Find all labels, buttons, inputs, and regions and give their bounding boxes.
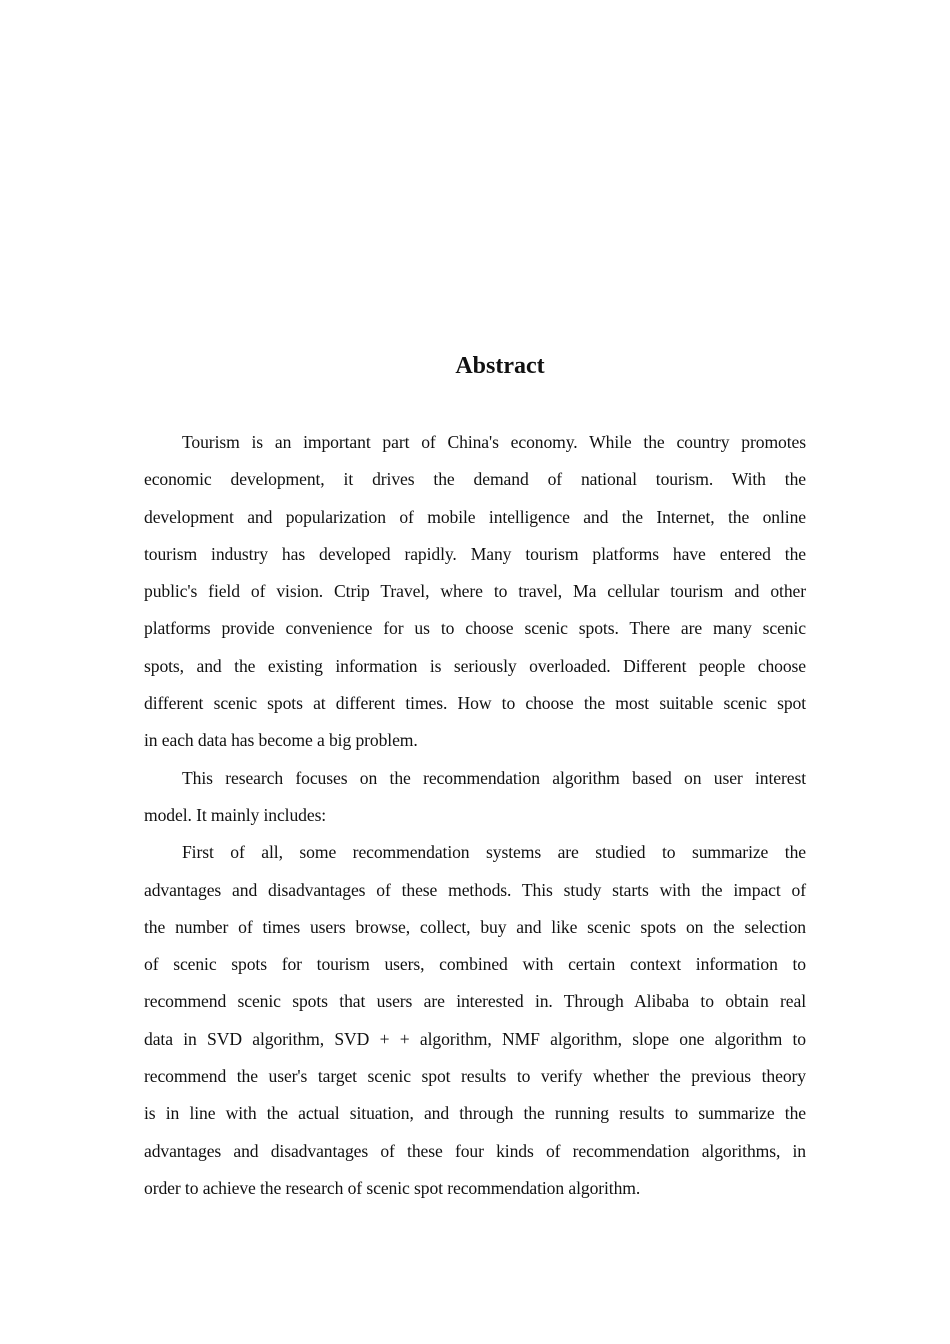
text-line: public's field of vision. Ctrip Travel, where to travel, Ma cellular tourism and other <box>144 581 806 602</box>
text-line: recommend scenic spots that users are interested in. Through Alibaba to obtain real <box>144 991 806 1012</box>
paragraph <box>144 424 806 760</box>
text-line: is in line with the actual situation, and through the running results to summarize the <box>144 1103 806 1124</box>
text-line: data in SVD algorithm, SVD + + algorithm, NMF algorithm, slope one algorithm to <box>144 1028 806 1049</box>
text-line: different scenic spots at different times. How to choose the most suitable scenic spot <box>144 693 806 714</box>
text-line: advantages and disadvantages of these methods. This study starts with the impact of <box>144 879 806 900</box>
text-line: economic development, it drives the demand of national tourism. With the <box>144 469 806 490</box>
text-line: This research focuses on the recommendation algorithm based on user interest <box>182 767 806 788</box>
text-line: in each data has become a big problem. <box>144 730 418 751</box>
text-line: Tourism is an important part of China's economy. While the country promotes <box>182 432 806 452</box>
text-line: recommend the user's target scenic spot results to verify whether the previous theory <box>144 1066 806 1087</box>
text-line: advantages and disadvantages of these four kinds of recommendation algorithms, in <box>144 1140 806 1161</box>
abstract-body <box>144 424 806 1207</box>
text-line: spots, and the existing information is seriously overloaded. Different people choose <box>144 655 806 676</box>
paragraph <box>144 760 806 835</box>
text-line: the number of times users browse, collect, buy and like scenic spots on the selection <box>144 916 806 937</box>
text-line: platforms provide convenience for us to choose scenic spots. There are many scenic <box>144 618 806 639</box>
text-line: development and popularization of mobile intelligence and the Internet, the online <box>144 506 806 527</box>
text-line: of scenic spots for tourism users, combined with certain context information to <box>144 954 806 975</box>
text-line: model. It mainly includes: <box>144 804 327 825</box>
text-line: tourism industry has developed rapidly. Many tourism platforms have entered the <box>144 543 806 564</box>
page-title: Abstract <box>455 353 545 379</box>
paragraph <box>144 834 806 1207</box>
text-line: First of all, some recommendation systems are studied to summarize the <box>182 842 806 863</box>
text-line: order to achieve the research of scenic spot recommendation algorithm. <box>144 1177 641 1198</box>
